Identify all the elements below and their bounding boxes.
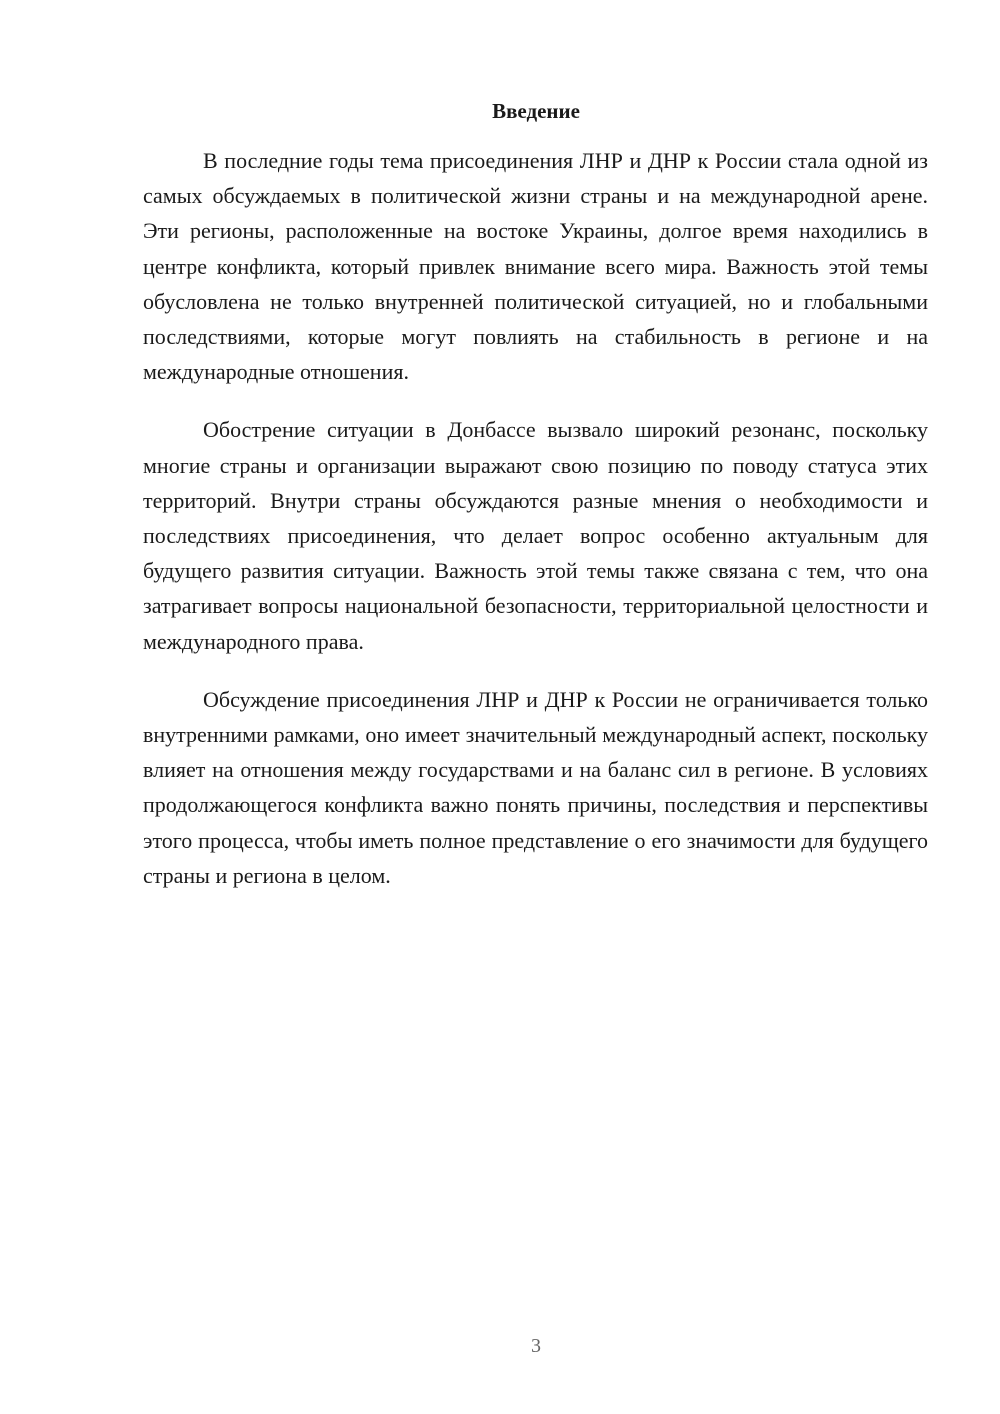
- page-number: 3: [531, 1335, 541, 1357]
- paragraph: В последние годы тема присоединения ЛНР и ДНР к России стала одной из самых обсуждаемых в политической жизни страны и на международной арене. Эти регионы, расположенные на востоке Украины, долгое время находились в центре конфликта, который привлек внимание всего мира. Важность этой темы обусловлена не только внутренней политической ситуацией, но и глобальными последствиями, которые могут повлиять на стабильность в регионе и на международные отношения.: [143, 148, 928, 385]
- section-title: Введение: [492, 99, 580, 123]
- body-text: [143, 143, 928, 916]
- paragraph: Обострение ситуации в Донбассе вызвало широкий резонанс, поскольку многие страны и организации выражают свою позицию по поводу статуса этих территорий. Внутри страны обсуждаются разные мнения о необходимости и последствиях присоединения, что делает вопрос особенно актуальным для будущего развития ситуации. Важность этой темы также связана с тем, что она затрагивает вопросы национальной безопасности, территориальной целостности и международного права.: [143, 417, 928, 654]
- paragraph: Обсуждение присоединения ЛНР и ДНР к России не ограничивается только внутренними рамками, оно имеет значительный международный аспект, поскольку влияет на отношения между государствами и на баланс сил в регионе. В условиях продолжающегося конфликта важно понять причины, последствия и перспективы этого процесса, чтобы иметь полное представление о его значимости для будущего страны и региона в целом.: [143, 686, 928, 888]
